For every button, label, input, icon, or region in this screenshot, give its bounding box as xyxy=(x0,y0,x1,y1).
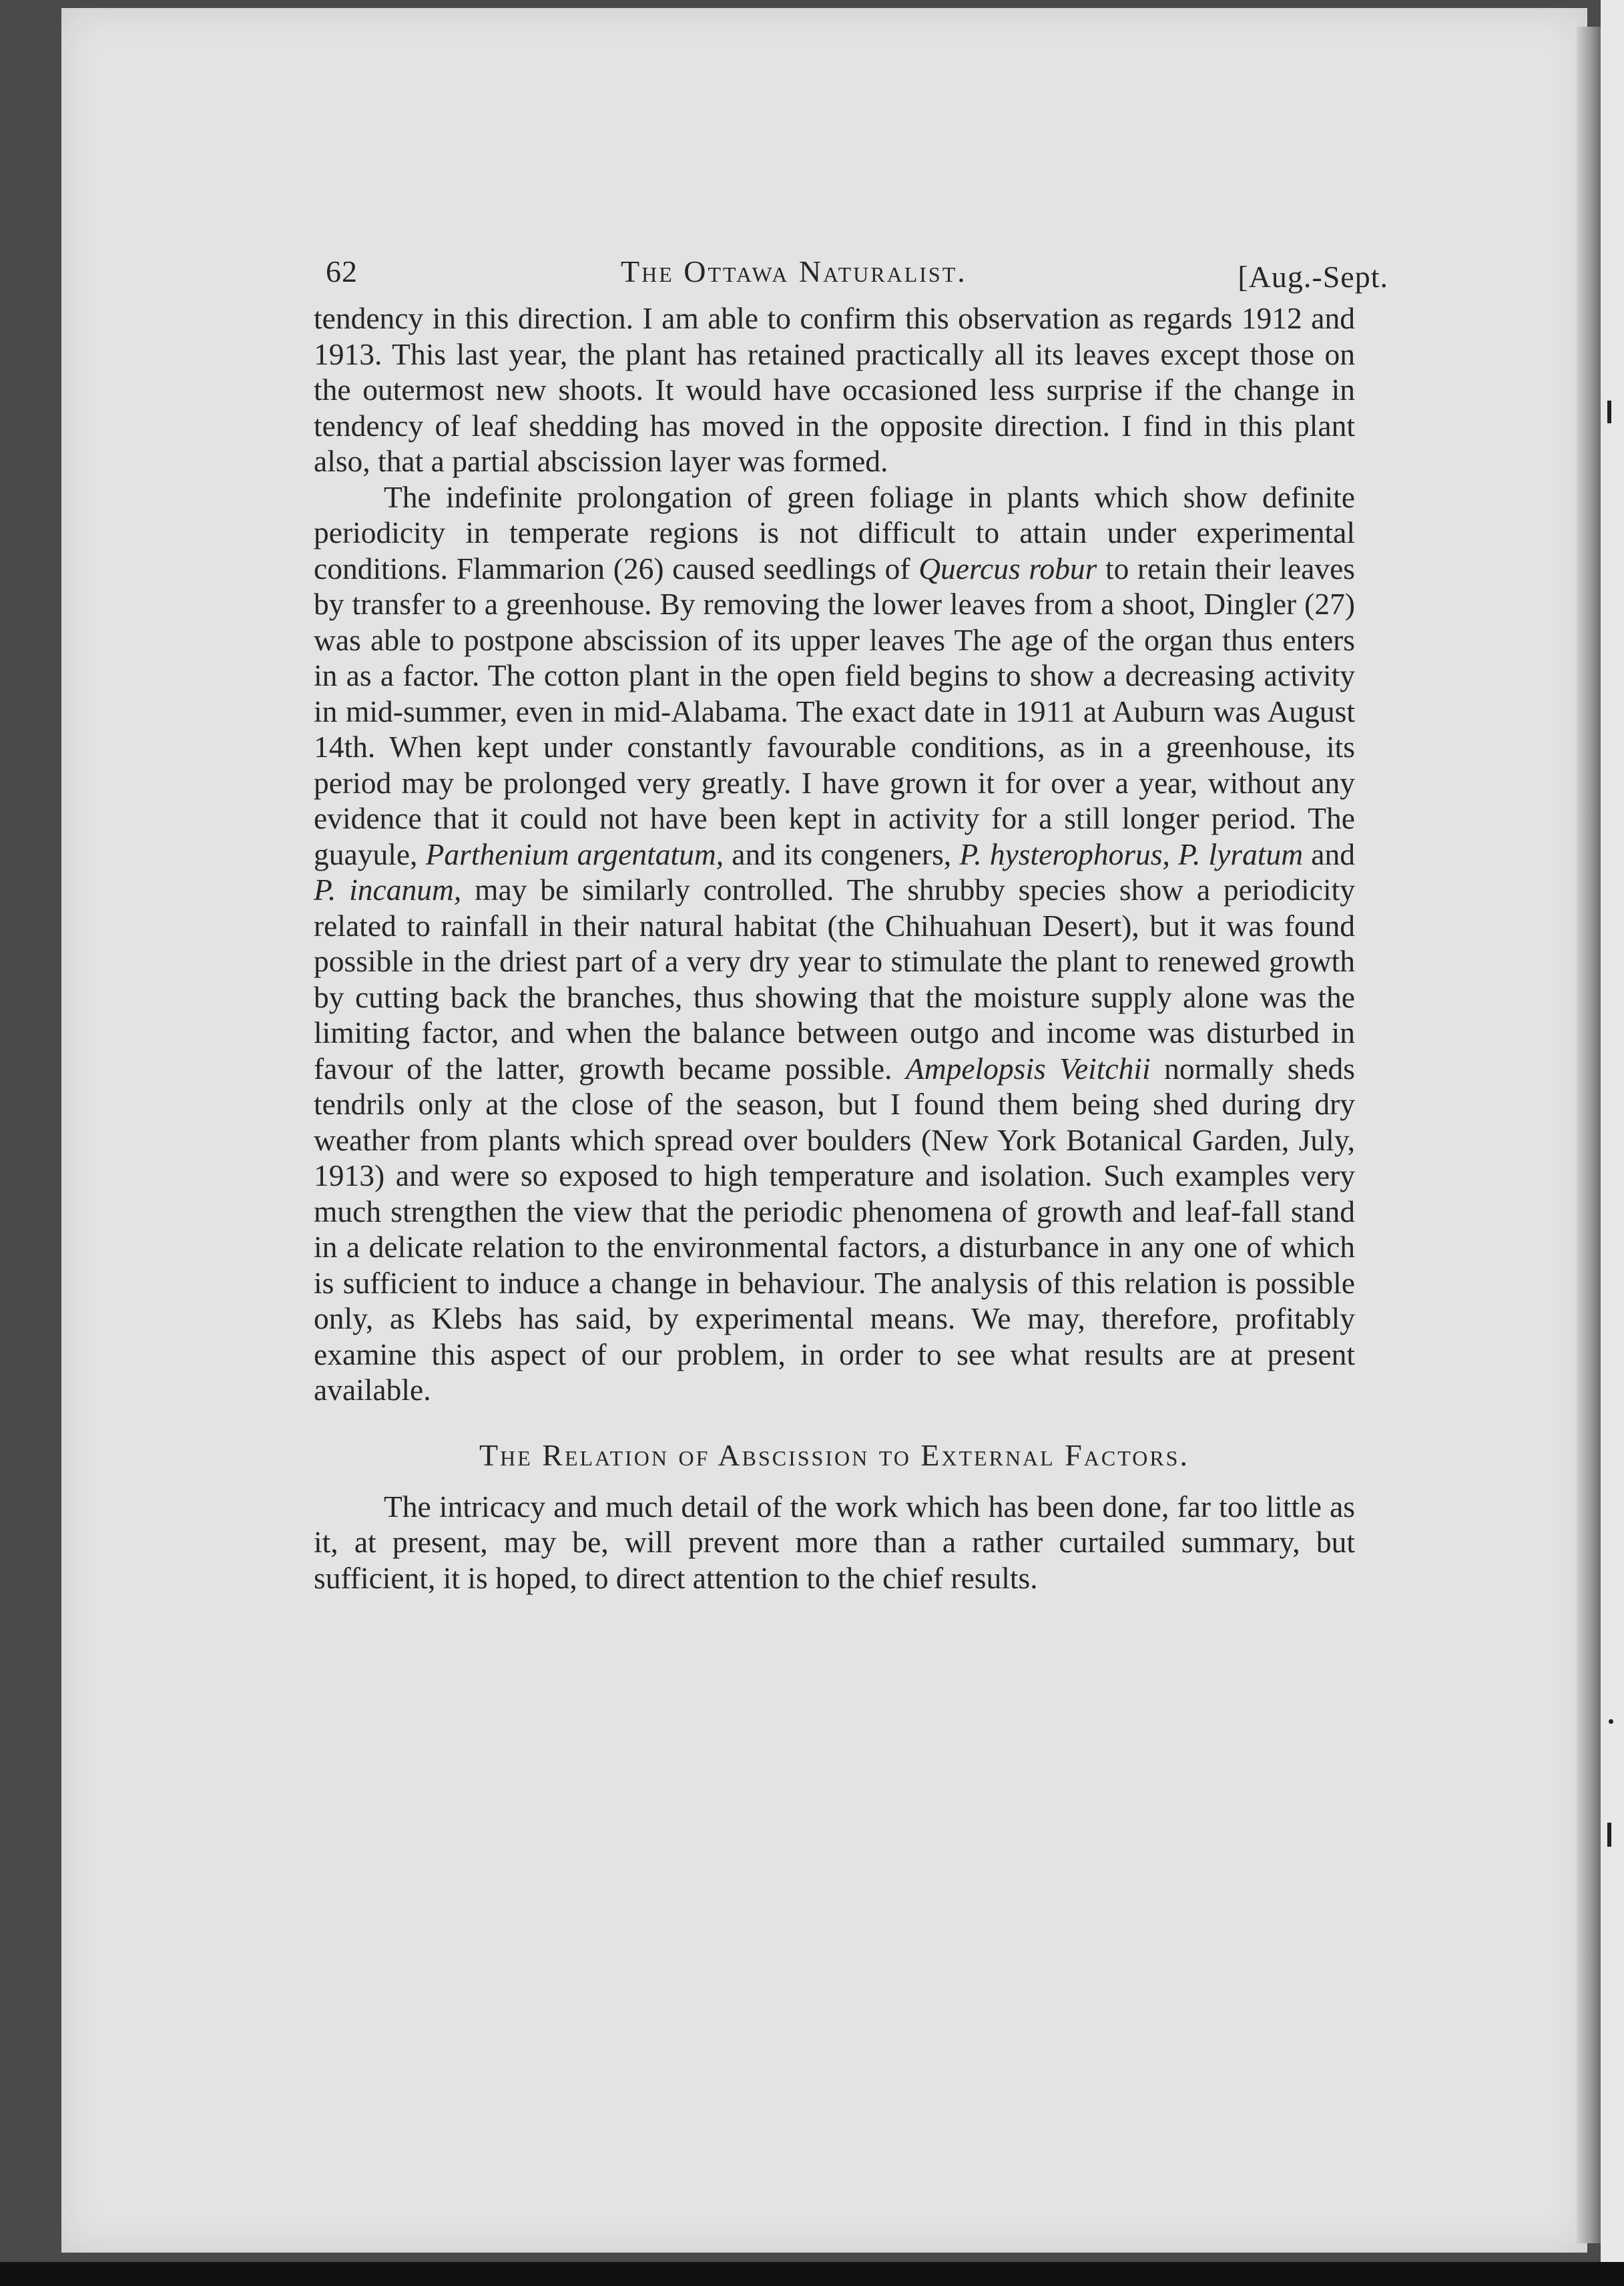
paragraph-prolongation xyxy=(314,479,1355,1408)
species-name: P. incanum, xyxy=(314,873,462,907)
page-number: 62 xyxy=(326,254,358,288)
species-name: Quercus robur xyxy=(918,551,1097,586)
paragraph-text: The indefinite prolongation of green foliage in plants which show definite periodicity in temperate regions is not difficult to attain under experimental conditions. Flammarion (26) caused seedlings of xyxy=(314,479,1355,586)
species-name: Parthenium argentatum, xyxy=(425,837,724,871)
paragraph-relation xyxy=(314,1489,1355,1596)
paragraph-text: tendency in this direction. I am able to confirm this observation as regards 1912 and 1913. This last year, the plant has retained practically all its leaves except those on the outermost new shoots. It would have occasioned less surprise if the change in tendency of leaf shedding has moved in the opposite direction. I find in this plant also, that a partial abscission layer was formed. xyxy=(314,301,1355,478)
scan-bottom-border xyxy=(0,2262,1624,2286)
scan-mark xyxy=(1607,401,1611,423)
page-text xyxy=(314,254,1388,1596)
paragraph-text: to retain their leaves by transfer to a greenhouse. By removing the lower leaves from a shoot, Dingler (27) was able to postpone abscission of its upper leaves The age of the organ thus enters in as a factor. The cotton plant in the open field begins to show a decreasing activity in mid-summer, even in mid-Alabama. The exact date in 1911 at Auburn was August 14th. When kept under constantly favourable conditions, as in a greenhouse, its period may be prolonged very greatly. I have grown it for over a year, without any evidence that it could not have been kept in activity for a still longer period. The guayule, xyxy=(314,551,1356,871)
species-name: Ampelopsis Veitchii xyxy=(905,1051,1151,1086)
scan-mark xyxy=(1609,1719,1613,1724)
issue-date: [Aug.-Sept. xyxy=(1238,260,1388,294)
paragraph-text: The intricacy and much detail of the work which has been done, far too little as it, at present, may be, will prevent more than a rather curtailed summary, but sufficient, it is hoped, to direct attention to the chief results. xyxy=(314,1489,1355,1595)
page-edge-shadow xyxy=(1577,27,1601,2243)
paragraph-continuation xyxy=(314,300,1355,479)
journal-title: The Ottawa Naturalist. xyxy=(621,254,967,288)
scan-mark xyxy=(1607,1823,1611,1847)
paragraph-text: and xyxy=(1303,837,1355,871)
paragraph-text: and its congeners, xyxy=(724,837,960,871)
paragraph-text: normally sheds tendrils only at the close of the season, but I found them being shed during dry weather from plants which spread over boulders (New York Botanical Garden, July, 1913) and were so exposed to high temperature and isolation. Such examples very much strengthen the view that the periodic phenomena of growth and leaf-fall stand in a delicate relation to the environmental factors, a disturbance in any one of which is sufficient to induce a change in behaviour. The analysis of this relation is possible only, as Klebs has said, by experimental means. We may, therefore, profitably examine this aspect of our problem, in order to see what results are at present available. xyxy=(314,1051,1355,1407)
scan-right-margin xyxy=(1601,0,1624,2286)
section-heading: The Relation of Abscission to External Factors. xyxy=(479,1437,1189,1472)
species-name: P. hysterophorus, P. lyratum xyxy=(959,837,1304,871)
running-head xyxy=(314,254,1388,300)
paragraph-text: may be similarly controlled. The shrubby species show a periodicity related to rainfall in their natural habitat (the Chihuahuan Desert), but it was found possible in the driest part of a very dry year to stimulate the plant to renewed growth by cutting back the branches, thus showing that the moisture supply alone was the limiting factor, and when the balance between outgo and income was disturbed in favour of the latter, growth became possible. xyxy=(314,873,1355,1086)
